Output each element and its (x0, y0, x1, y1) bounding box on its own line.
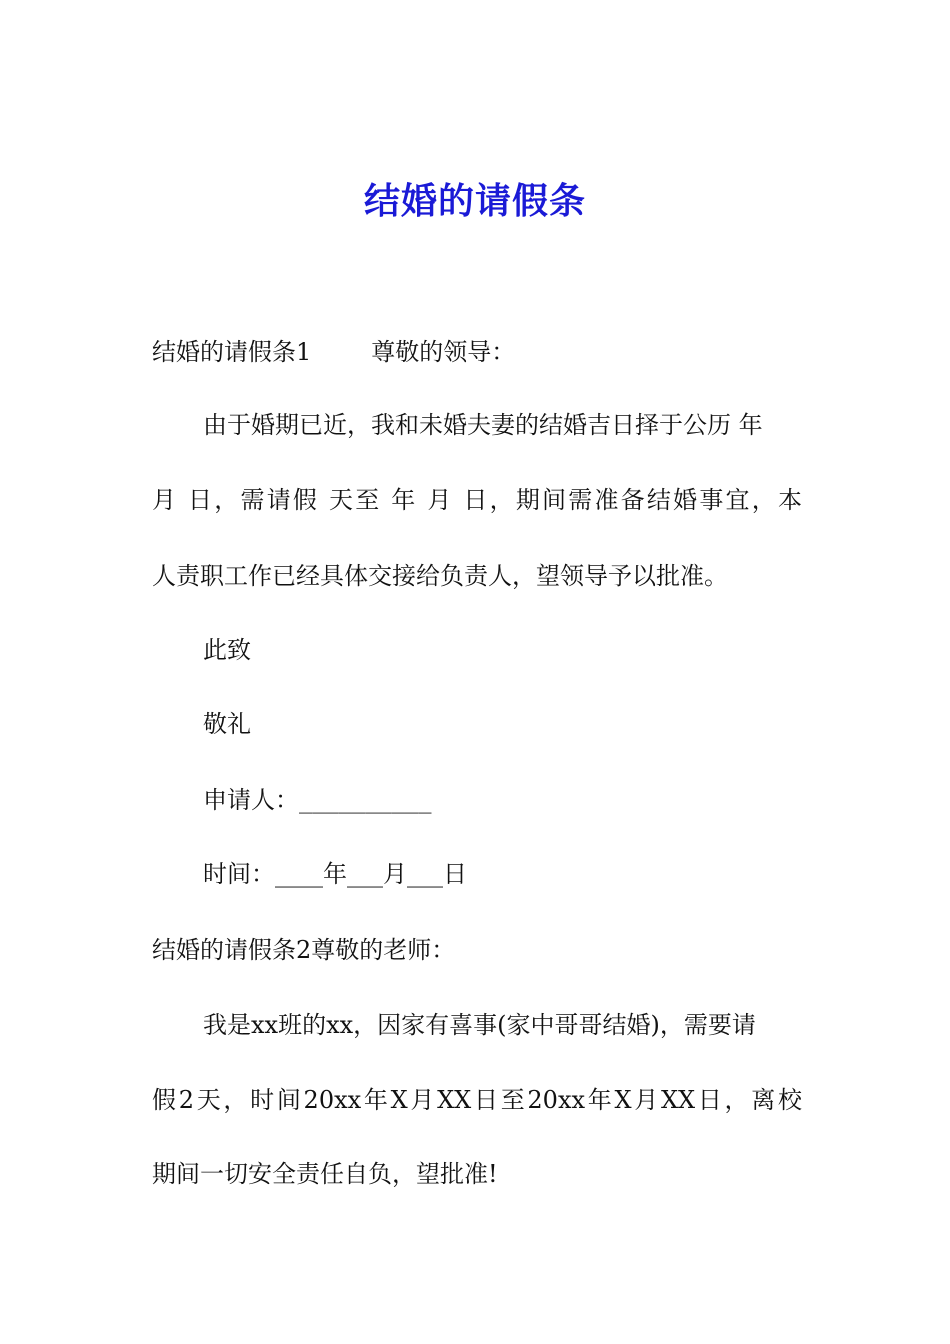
section1-body-line-2: 月 日，需请假 天至 年 月 日，期间需准备结婚事宜，本 (152, 486, 802, 514)
closing-salutation: 此致 (203, 636, 251, 664)
applicant-label: 申请人： (203, 786, 299, 814)
time-blank: ____年___月___日 (275, 860, 467, 888)
section2-body-line-3: 期间一切安全责任自负，望批准! (152, 1160, 498, 1188)
time-line (203, 858, 863, 890)
section1-body-line-3: 人责职工作已经具体交接给负责人，望领导予以批准。 (152, 562, 728, 590)
section2-heading-line: 结婚的请假条2尊敬的老师： (152, 936, 456, 964)
section2-body-line-2: 假2天，时间20xx年X月XX日至20xx年X月XX日，离校 (152, 1086, 802, 1114)
section1-heading: 结婚的请假条1 (152, 338, 312, 366)
section2-body-line-1: 我是xx班的xx，因家有喜事(家中哥哥结婚)，需要请 (203, 1011, 756, 1039)
section1-body-line-1: 由于婚期已近，我和未婚夫妻的结婚吉日择于公历 年 (203, 411, 763, 439)
closing-regards: 敬礼 (203, 710, 251, 738)
section1-heading-line (152, 336, 812, 368)
time-label: 时间： (203, 860, 275, 888)
applicant-line (203, 784, 863, 818)
section1-salutation: 尊敬的领导： (371, 338, 516, 366)
document-title: 结婚的请假条 (363, 181, 586, 222)
applicant-blank: __________ (299, 789, 432, 814)
